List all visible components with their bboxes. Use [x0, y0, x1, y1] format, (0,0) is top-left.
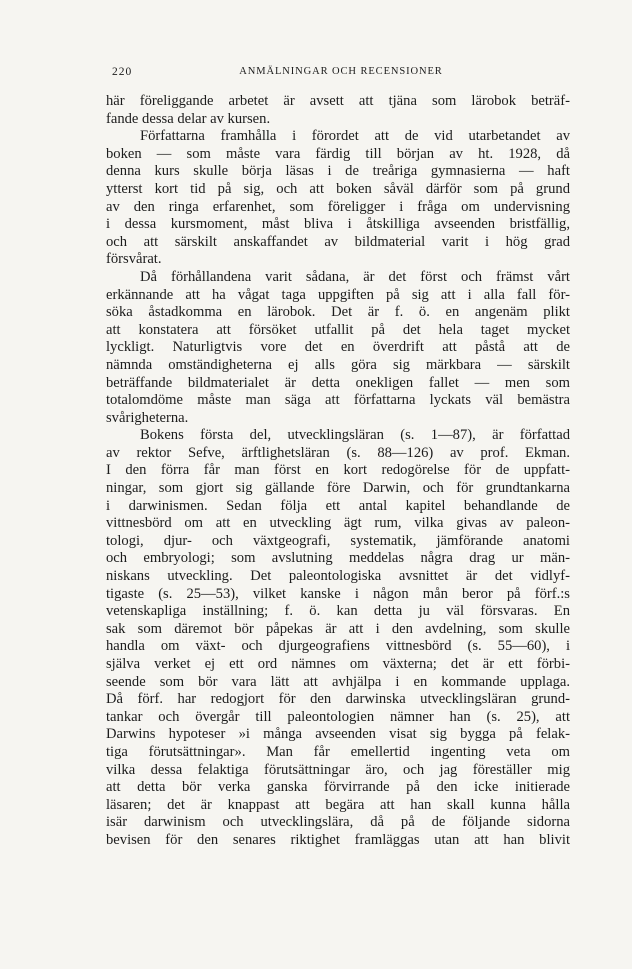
text-line: tankar och övergår till paleontologien nämner han (s. 25), att [106, 708, 570, 725]
text-line: sak som däremot bör påpekas är att i den avdelning, som skulle [106, 620, 570, 637]
text-line: söka åstadkomma en lärobok. Det är f. ö. en angenäm plikt [106, 304, 570, 321]
text-line: och embryologi; som avslutning meddelas några drag ur män- [106, 550, 570, 567]
text-line: Darwins hypoteser »i många avseenden visat sig bygga på felak- [106, 726, 570, 743]
text-line: ningar, som gjort sig gällande före Darwin, och för grundtankarna [106, 480, 570, 497]
text-line: Då förhållandena varit sådana, är det först och främst vårt [140, 268, 570, 285]
text-line: vilka dessa felaktiga förutsättningar äro, och jag föreställer mig [106, 761, 570, 778]
text-line: att detta bör verka ganska förvirrande på den icke initierade [106, 779, 570, 796]
text-line: i dessa kursmoment, måst bliva i åtskilliga avseenden bristfällig, [106, 216, 570, 233]
text-line: Då förf. har redogjort för den darwinska utvecklingsläran grund- [106, 691, 570, 708]
running-head [112, 66, 570, 80]
text-line: av rektor Sefve, ärftlighetsläran (s. 88—126) av prof. Ekman. [106, 444, 570, 461]
text-line: erkännande att ha vågat taga uppgiften på sig att i alla fall för- [106, 286, 570, 303]
text-line: I den förra får man först en kort redogörelse för de uppfatt- [106, 462, 570, 479]
text-line: ytterst kort tid på sig, och att boken såväl därför som på grund [106, 180, 570, 197]
text-line: Författarna framhålla i förordet att de vid utarbetandet av [140, 128, 570, 145]
text-line: isär darwinism och utvecklingslära, då på de följande sidorna [106, 814, 570, 831]
text-line: handla om växt- och djurgeografiens vittnesbörd (s. 55—60), i [106, 638, 570, 655]
text-line: försvårat. [106, 251, 162, 268]
text-line: att konstatera att försöket utfallit på det hela taget mycket [106, 321, 570, 338]
text-line: seende som bör vara lätt att avhjälpa i en kommande upplaga. [106, 673, 570, 690]
text-line: Bokens första del, utvecklingsläran (s. 1—87), är författad [140, 427, 570, 444]
text-line: boken — som måste vara färdig till början av ht. 1928, då [106, 145, 570, 162]
text-line: av den ringa erfarenhet, som föreligger i fråga om undervisning [106, 198, 570, 215]
text-line: beträffande bildmaterialet är detta onekligen fallet — men som [106, 374, 570, 391]
running-head-title: ANMÄLNINGAR OCH RECENSIONER [239, 66, 443, 77]
text-line: vittnesbörd om att en utveckling ägt rum, vilka givas av paleon- [106, 515, 570, 532]
text-line: tologi, djur- och växtgeografi, systematik, jämförande anatomi [106, 532, 570, 549]
text-line: totalomdöme måste man säga att författarna lyckats väl bemästra [106, 392, 570, 409]
page-number: 220 [112, 66, 133, 78]
text-line: nämnda omständigheterna ej alls göra sig märkbara — särskilt [106, 356, 570, 373]
text-line: fande dessa delar av kursen. [106, 110, 271, 127]
text-line: och att särskilt anskaffandet av bildmaterial varit i hög grad [106, 233, 570, 250]
text-line: vetenskapliga inställning; f. ö. kan detta ju väl försvaras. En [106, 603, 570, 620]
text-line: själva verket ej ett ord nämnes om växterna; det är ett förbi- [106, 656, 570, 672]
text-line: tiga förutsättningar». Man får emellertid ingenting veta om [106, 743, 570, 760]
text-line: läsaren; det är knappast att begära att han skall kunna hålla [106, 796, 570, 813]
text-line: tigaste (s. 25—53), vilket kanske i någon mån beror på förf.:s [106, 585, 570, 602]
text-line: denna kurs skulle börja läsas i de treåriga gymnasierna — haft [106, 163, 570, 180]
body-text [106, 93, 570, 850]
text-line: svårigheterna. [106, 409, 189, 426]
text-line: bevisen för den senares riktighet framläggas utan att han blivit [106, 831, 570, 848]
text-line: niskans utveckling. Det paleontologiska avsnittet är det vidlyf- [106, 568, 570, 585]
text-line: lyckligt. Naturligtvis vore det en överdrift att påstå att de [106, 339, 570, 356]
text-line: i darwinismen. Sedan följa ett antal kapitel behandlande de [106, 497, 570, 514]
text-line: här föreliggande arbetet är avsett att tjäna som lärobok beträf- [106, 93, 570, 109]
